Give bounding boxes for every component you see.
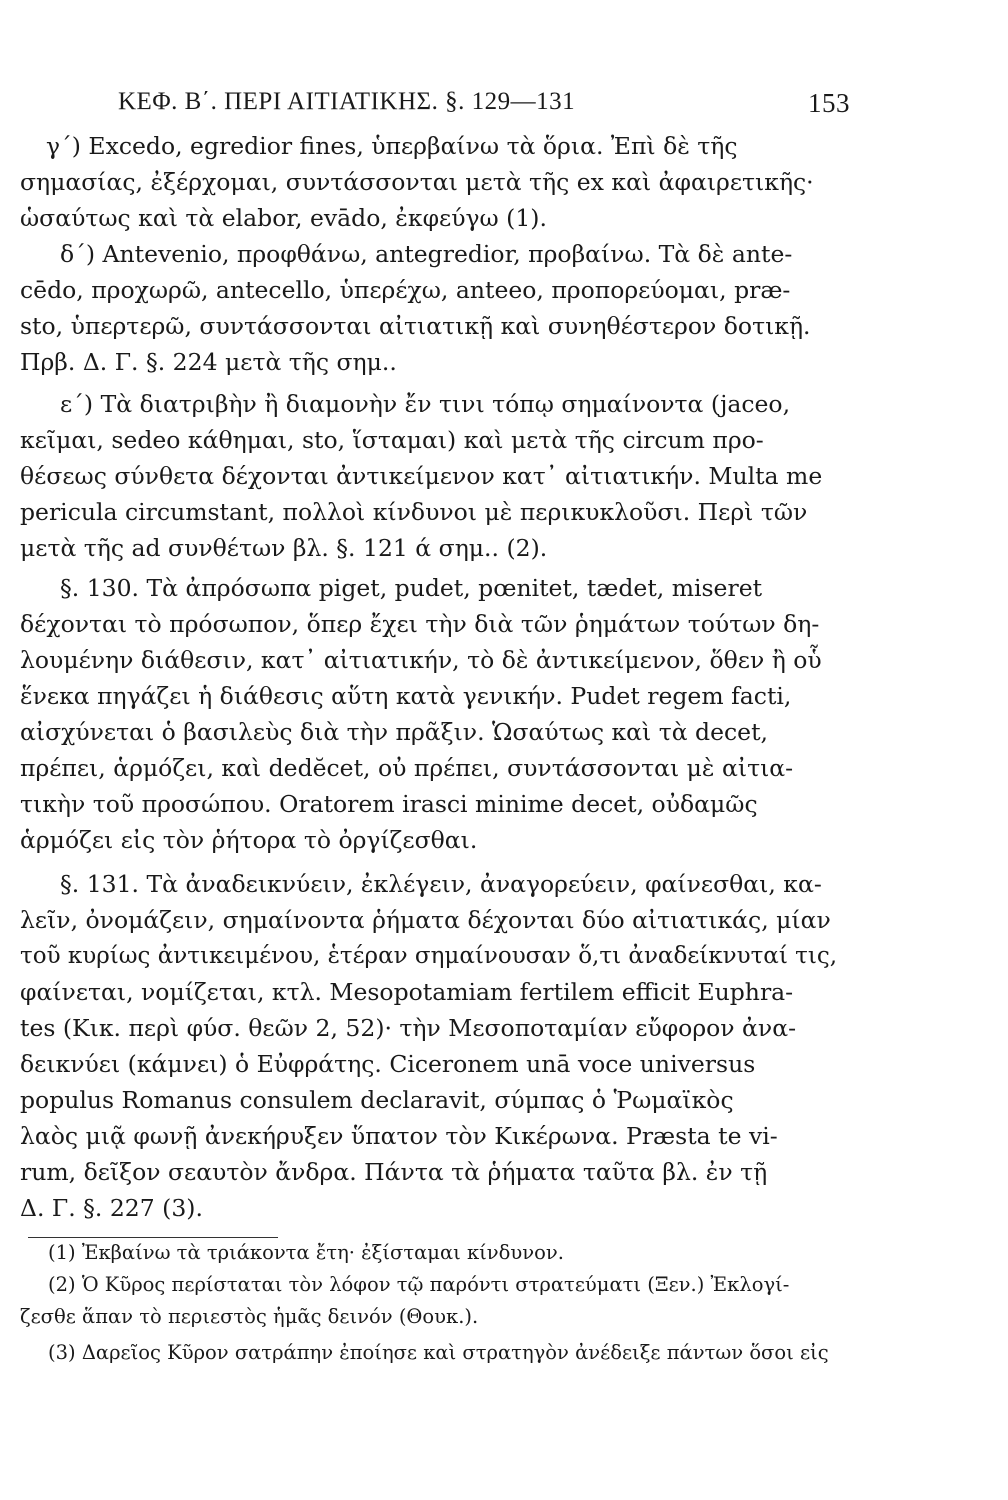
- text-line: populus Romanus consulem declaravit, σύμπας ὁ Ῥωμαϊκὸς: [20, 1086, 734, 1114]
- text-line: cēdo, προχωρῶ, antecello, ὑπερέχω, anteeo, προπορεύομαι, præ-: [20, 276, 791, 304]
- text-line: μετὰ τῆς ad συνθέτων βλ. §. 121 ά σημ.. (2).: [20, 534, 548, 562]
- text-line: ἕνεκα πηγάζει ἡ διάθεσις αὕτη κατὰ γενικήν. Pudet regem facti,: [20, 682, 792, 710]
- footnote-line: (2) Ὁ Κῦρος περίσταται τὸν λόφον τῷ παρόντι στρατεύματι (Ξεν.) Ἐκλογί-: [48, 1273, 790, 1296]
- text-line: §. 131. Τὰ ἀναδεικνύειν, ἐκλέγειν, ἀναγορεύειν, φαίνεσθαι, κα-: [60, 870, 822, 898]
- text-line: πρέπει, ἁρμόζει, καὶ dedĕcet, οὐ πρέπει, συντάσσονται μὲ αἰτια-: [20, 754, 794, 782]
- text-line: Πρβ. Δ. Γ. §. 224 μετὰ τῆς σημ..: [20, 348, 397, 376]
- text-line: ἁρμόζει εἰς τὸν ῥήτορα τὸ ὀργίζεσθαι.: [20, 826, 478, 854]
- text-line: tes (Κικ. περὶ φύσ. θεῶν 2, 52)· τὴν Μεσοποταμίαν εὔφορον ἀνα-: [20, 1014, 797, 1042]
- text-line: θέσεως σύνθετα δέχονται ἀντικείμενον κατ᾽ αἰτιατικήν. Multa me: [20, 462, 823, 490]
- text-line: φαίνεται, νομίζεται, κτλ. Mesopotamiam fertilem efficit Euphra-: [20, 978, 794, 1006]
- text-line: κεῖμαι, sedeo κάθημαι, sto, ἵσταμαι) καὶ μετὰ τῆς circum προ-: [20, 426, 764, 454]
- text-line: pericula circumstant, πολλοὶ κίνδυνοι μὲ περικυκλοῦσι. Περὶ τῶν: [20, 498, 808, 526]
- text-line: sto, ὑπερτερῶ, συντάσσονται αἰτιατικῇ καὶ συνηθέστερον δοτικῇ.: [20, 312, 811, 340]
- text-line: λαὸς μιᾷ φωνῇ ἀνεκήρυξεν ὕπατον τὸν Κικέρωνα. Præsta te vi-: [20, 1122, 778, 1150]
- text-line: δεικνύει (κάμνει) ὁ Εὐφράτης. Ciceronem unā voce universus: [20, 1050, 756, 1078]
- text-line: δέχονται τὸ πρόσωπον, ὅπερ ἔχει τὴν διὰ τῶν ῥημάτων τούτων δη-: [20, 610, 820, 638]
- footnote-line: (1) Ἐκβαίνω τὰ τριάκοντα ἔτη· ἐξίσταμαι κίνδυνον.: [48, 1241, 564, 1264]
- footnote-line: (3) Δαρεῖος Κῦρον σατράπην ἐποίησε καὶ στρατηγὸν ἀνέδειξε πάντων ὅσοι εἰς: [48, 1341, 829, 1364]
- page-number: 153: [808, 88, 850, 118]
- page-header: [118, 88, 850, 124]
- text-line: §. 130. Τὰ ἀπρόσωπα piget, pudet, pœnitet, tædet, miseret: [60, 574, 763, 602]
- text-line: rum, δεῖξον σεαυτὸν ἄνδρα. Πάντα τὰ ῥήματα ταῦτα βλ. ἐν τῇ: [20, 1158, 768, 1186]
- footnote-line: ζεσθε ἅπαν τὸ περιεστὸς ἡμᾶς δεινόν (Θουκ.).: [20, 1305, 479, 1328]
- text-line: Δ. Γ. §. 227 (3).: [20, 1194, 203, 1222]
- text-line: ὡσαύτως καὶ τὰ elabor, evādo, ἐκφεύγω (1).: [20, 204, 547, 232]
- text-line: λουμένην διάθεσιν, κατ᾽ αἰτιατικήν, τὸ δὲ ἀντικείμενον, ὅθεν ἢ οὗ: [20, 646, 822, 674]
- text-line: τοῦ κυρίως ἀντικειμένου, ἑτέραν σημαίνουσαν ὅ,τι ἀναδείκνυταί τις,: [20, 943, 838, 969]
- text-line: αἰσχύνεται ὁ βασιλεὺς διὰ τὴν πρᾶξιν. Ὡσαύτως καὶ τὰ decet,: [20, 718, 768, 746]
- text-line: δ΄) Antevenio, προφθάνω, antegredior, προβαίνω. Τὰ δὲ ante-: [60, 240, 793, 268]
- text-line: λεῖν, ὀνομάζειν, σημαίνοντα ῥήματα δέχονται δύο αἰτιατικάς, μίαν: [20, 906, 831, 934]
- text-line: τικὴν τοῦ προσώπου. Oratorem irasci minime decet, οὐδαμῶς: [20, 790, 758, 818]
- running-title: ΚΕΦ. Β΄. ΠΕΡΙ ΑΙΤΙΑΤΙΚΗΣ. §. 129—131: [118, 88, 576, 115]
- text-line: σημασίας, ἐξέρχομαι, συντάσσονται μετὰ τῆς ex καὶ ἀφαιρετικῆς·: [20, 168, 814, 196]
- text-line: γ΄) Excedo, egredior fines, ὑπερβαίνω τὰ ὅρια. Ἐπὶ δὲ τῆς: [46, 132, 738, 160]
- text-line: ε΄) Τὰ διατριβὴν ἢ διαμονὴν ἔν τινι τόπῳ σημαίνοντα (jaceo,: [60, 390, 791, 418]
